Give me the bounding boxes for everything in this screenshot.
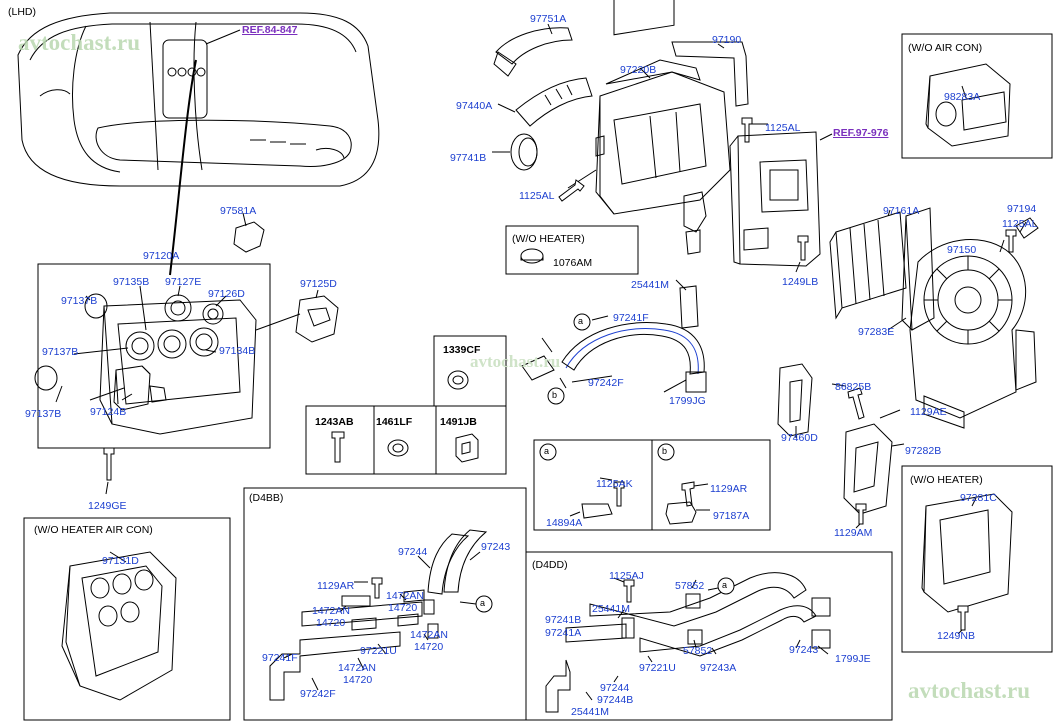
part-label: 97242F [300,688,336,700]
part-label: 97741B [450,152,487,164]
part-label: 97194 [1007,203,1037,215]
part-label: 1249GE [88,500,127,512]
part-label: 86825B [835,381,872,393]
part-label: 97243A [700,662,737,674]
part-label: 14894A [546,517,583,529]
callout-a-d4dd: a [722,580,728,590]
callout-b-center: b [552,390,558,400]
part-label: 97137B [25,408,62,420]
part-label: 97221U [360,645,397,657]
part-label: 97241A [545,627,582,639]
watermark-bottom-right: avtochast.ru [908,678,1031,703]
part-label: 97751A [530,13,567,25]
part-label: 57852 [675,580,705,592]
part-label: 97242F [588,377,624,389]
part-label: (W/O HEATER) [910,474,983,486]
part-label: REF.97-976 [833,127,889,139]
part-label: 97161A [883,205,920,217]
part-label: 1129AM [834,527,873,539]
part-label: 97137B [42,346,79,358]
part-label: 97137B [61,295,98,307]
watermark-center: avtochast.ru [470,352,561,371]
part-label: 97150 [947,244,977,256]
part-label: 1129AR [710,483,748,495]
part-label: 97241F [262,652,298,664]
part-label: 14720 [414,641,444,653]
part-label: 1243AB [315,416,354,428]
part-label: 1491JB [440,416,477,428]
part-label: 97120A [143,250,180,262]
part-label: 1076AM [553,257,593,269]
part-label: 1125AL [765,122,801,134]
part-label: 1461LF [376,416,413,428]
part-label: 97135B [113,276,150,288]
part-label: 1799JG [669,395,706,407]
part-label: 1472AN [338,662,376,674]
part-label: 1472AN [312,605,350,617]
part-label: 1129AR [317,580,355,592]
part-label: 97244B [597,694,634,706]
part-label: 1249NB [937,630,975,642]
part-label: 1472AN [410,629,448,641]
callout-b-detail: b [662,446,668,456]
part-label: 97241F [613,312,649,324]
part-label: 25441M [631,279,669,291]
part-label: 1129AE [910,406,947,418]
part-label: 1125AL [519,190,555,202]
part-label: 97282B [905,445,942,457]
callout-a-center: a [578,316,584,326]
part-label: 97244 [600,682,630,694]
part-label: (W/O HEATER AIR CON) [34,524,153,536]
part-label: 14720 [343,674,373,686]
part-label: (LHD) [8,6,36,18]
part-label: 1472AN [386,590,424,602]
part-label: 97221U [639,662,676,674]
part-label: 97187A [713,510,750,522]
part-label: 25441M [592,603,630,615]
part-label: 97283E [858,326,895,338]
part-label: 1125AK [596,478,633,490]
part-label: 97124B [90,406,127,418]
part-label: 1125AL [1002,218,1038,230]
part-label: 14720 [316,617,346,629]
part-label: 97131D [102,555,139,567]
part-label: 14720 [388,602,418,614]
part-label: 97243 [789,644,819,656]
part-label: 97243 [481,541,511,553]
part-label: 97190 [712,34,742,46]
part-label: 97440A [456,100,493,112]
part-label: 97127E [165,276,202,288]
part-label: 97126D [208,288,245,300]
part-label: 57852 [683,645,713,657]
part-label: 1249LB [782,276,819,288]
part-label: (D4DD) [532,559,568,571]
part-label: (W/O HEATER) [512,233,585,245]
part-label: 25441M [571,706,609,718]
part-label: 97220B [620,64,657,76]
part-label: 97125D [300,278,337,290]
part-label: (D4BB) [249,492,284,504]
part-label: 97244 [398,546,428,558]
part-label: 98283A [944,91,981,103]
callout-a-d4bb: a [480,598,486,608]
part-label: 1339CF [443,344,481,356]
part-label: 97241B [545,614,582,626]
part-label: 97281C [960,492,997,504]
part-label: 97460D [781,432,818,444]
part-label: 97581A [220,205,257,217]
part-label: REF.84-847 [242,24,298,36]
part-label: (W/O AIR CON) [908,42,983,54]
part-label: 97134B [219,345,256,357]
watermark-top-left: avtochast.ru [18,30,141,55]
part-label: 1125AJ [609,570,644,582]
callout-a-detail: a [544,446,550,456]
part-label: 1799JE [835,653,871,665]
